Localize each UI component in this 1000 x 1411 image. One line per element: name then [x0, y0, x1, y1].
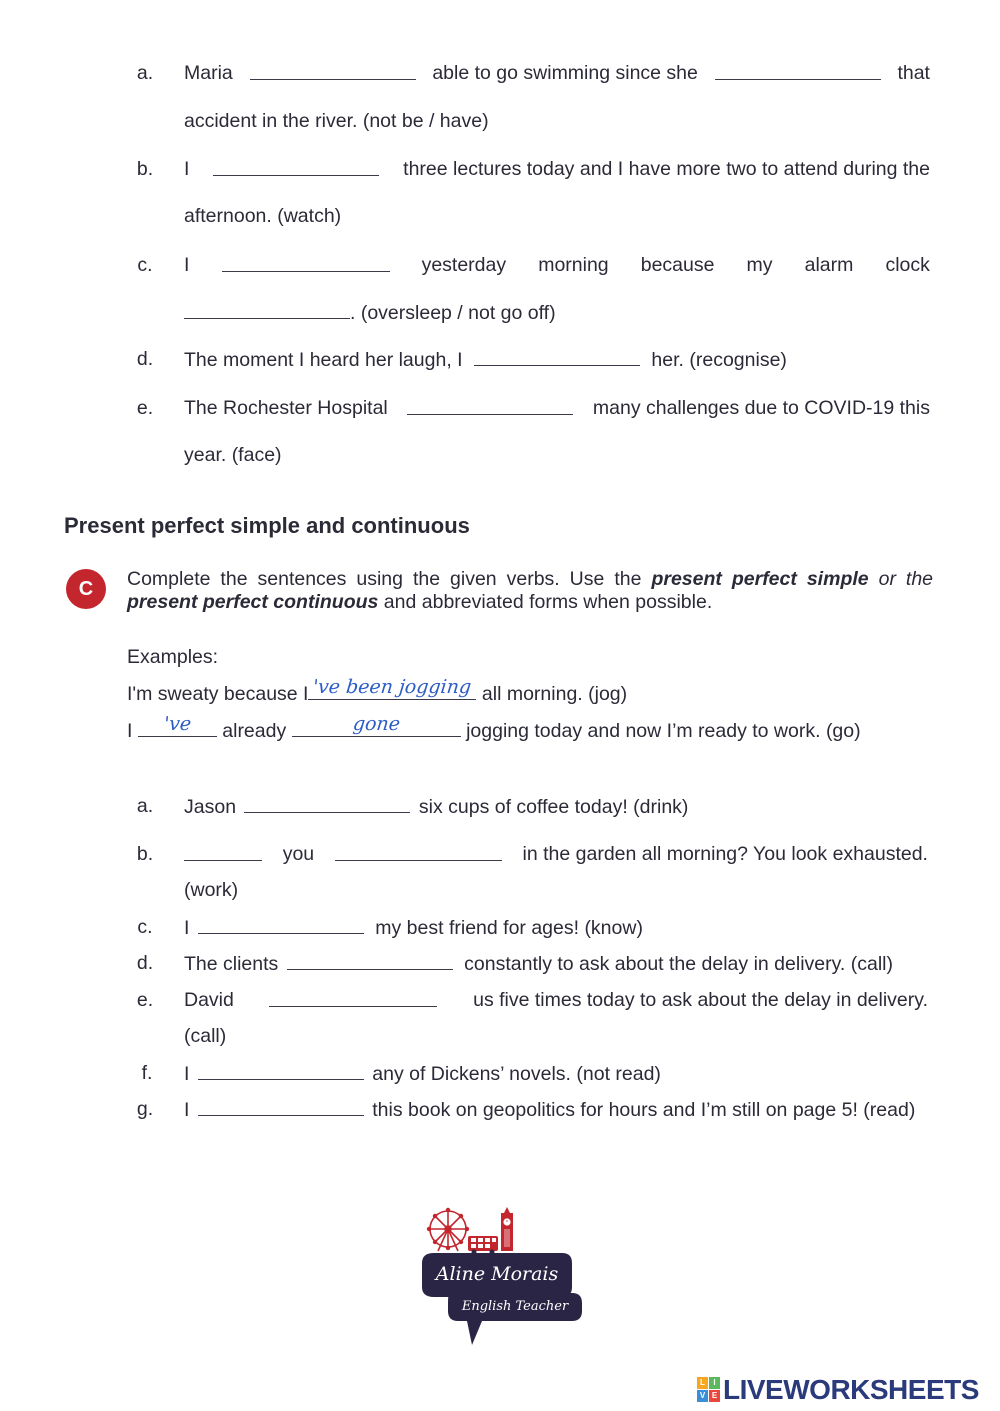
exercise-badge: C [66, 569, 106, 609]
answer-blank[interactable] [250, 62, 416, 80]
answer-blank[interactable] [407, 397, 573, 415]
item-label: b. [136, 158, 154, 180]
list-item-continuation: . (oversleep / not go off) [184, 301, 556, 324]
item-label: e. [136, 397, 154, 419]
watermark-text: LIVEWORKSHEETS [723, 1374, 979, 1405]
list-item: The Rochester Hospital many challenges due to COVID-19 this [184, 397, 930, 419]
item-label: d. [136, 348, 154, 370]
answer-blank[interactable] [222, 254, 390, 272]
answer-blank[interactable] [287, 952, 453, 970]
handwritten-answer: gone [351, 713, 401, 735]
list-item: Maria able to go swimming since she that [184, 62, 930, 84]
list-item: The clients constantly to ask about the delay in delivery. (call) [184, 953, 893, 975]
answer-blank[interactable] [244, 795, 410, 813]
list-item: you in the garden all morning? You look exhausted. [184, 843, 928, 865]
answer-blank-filled[interactable] [138, 713, 217, 737]
answer-blank[interactable] [184, 843, 262, 861]
list-item: Jason six cups of coffee today! (drink) [184, 796, 689, 818]
list-item-continuation: (call) [184, 1025, 227, 1047]
answer-blank-filled[interactable] [292, 713, 461, 737]
examples-heading: Examples: [127, 646, 219, 668]
logo-subtitle: English Teacher [461, 1299, 569, 1314]
answer-blank[interactable] [335, 843, 502, 861]
list-item: I three lectures today and I have more two to attend during the [184, 158, 930, 180]
item-label: a. [136, 795, 154, 817]
list-item-continuation: year. (face) [184, 444, 282, 466]
answer-blank-filled[interactable] [308, 676, 476, 700]
answer-blank[interactable] [198, 1062, 364, 1080]
answer-blank[interactable] [184, 301, 350, 319]
item-label: c. [137, 916, 153, 938]
answer-blank[interactable] [474, 348, 640, 366]
list-item: I this book on geopolitics for hours and I’m still on page 5! (read) [184, 1099, 916, 1121]
list-item: The moment I heard her laugh, I her. (recognise) [184, 349, 787, 371]
item-label: d. [136, 952, 154, 974]
instruction: Complete the sentences using the given verbs. Use the present perfect simple or the present perfect continuous and abbreviated forms when possible. [127, 568, 934, 613]
section-title: Present perfect simple and continuous [64, 513, 470, 538]
answer-blank[interactable] [269, 989, 437, 1007]
item-label: c. [137, 254, 153, 276]
logo-name: Aline Morais [435, 1263, 559, 1285]
liveworksheets-logo-icon: L I V E [697, 1377, 721, 1403]
item-label: g. [136, 1098, 154, 1120]
list-item-continuation: (work) [184, 879, 239, 901]
answer-blank[interactable] [198, 916, 364, 934]
example-2: I 've already gone jogging today and now I’m ready to work. (go) [127, 713, 861, 742]
example-1: I'm sweaty because I 've been jogging all morning. (jog) [127, 676, 628, 705]
list-item-continuation: afternoon. (watch) [184, 205, 342, 227]
answer-blank[interactable] [198, 1098, 364, 1116]
list-item-continuation: accident in the river. (not be / have) [184, 110, 489, 132]
item-label: e. [136, 989, 154, 1011]
list-item: I my best friend for ages! (know) [184, 917, 643, 939]
teacher-logo [412, 1205, 587, 1350]
list-item: I yesterday morning because my alarm clock [184, 254, 930, 276]
answer-blank[interactable] [715, 62, 881, 80]
answer-blank[interactable] [213, 158, 379, 176]
list-item: I any of Dickens’ novels. (not read) [184, 1063, 661, 1085]
item-label: f. [141, 1062, 153, 1084]
list-item: David us five times today to ask about the delay in delivery. [184, 989, 928, 1011]
handwritten-answer: 've [162, 713, 193, 735]
item-label: a. [136, 62, 154, 84]
handwritten-answer: 've been jogging [312, 676, 473, 698]
item-label: b. [136, 843, 154, 865]
